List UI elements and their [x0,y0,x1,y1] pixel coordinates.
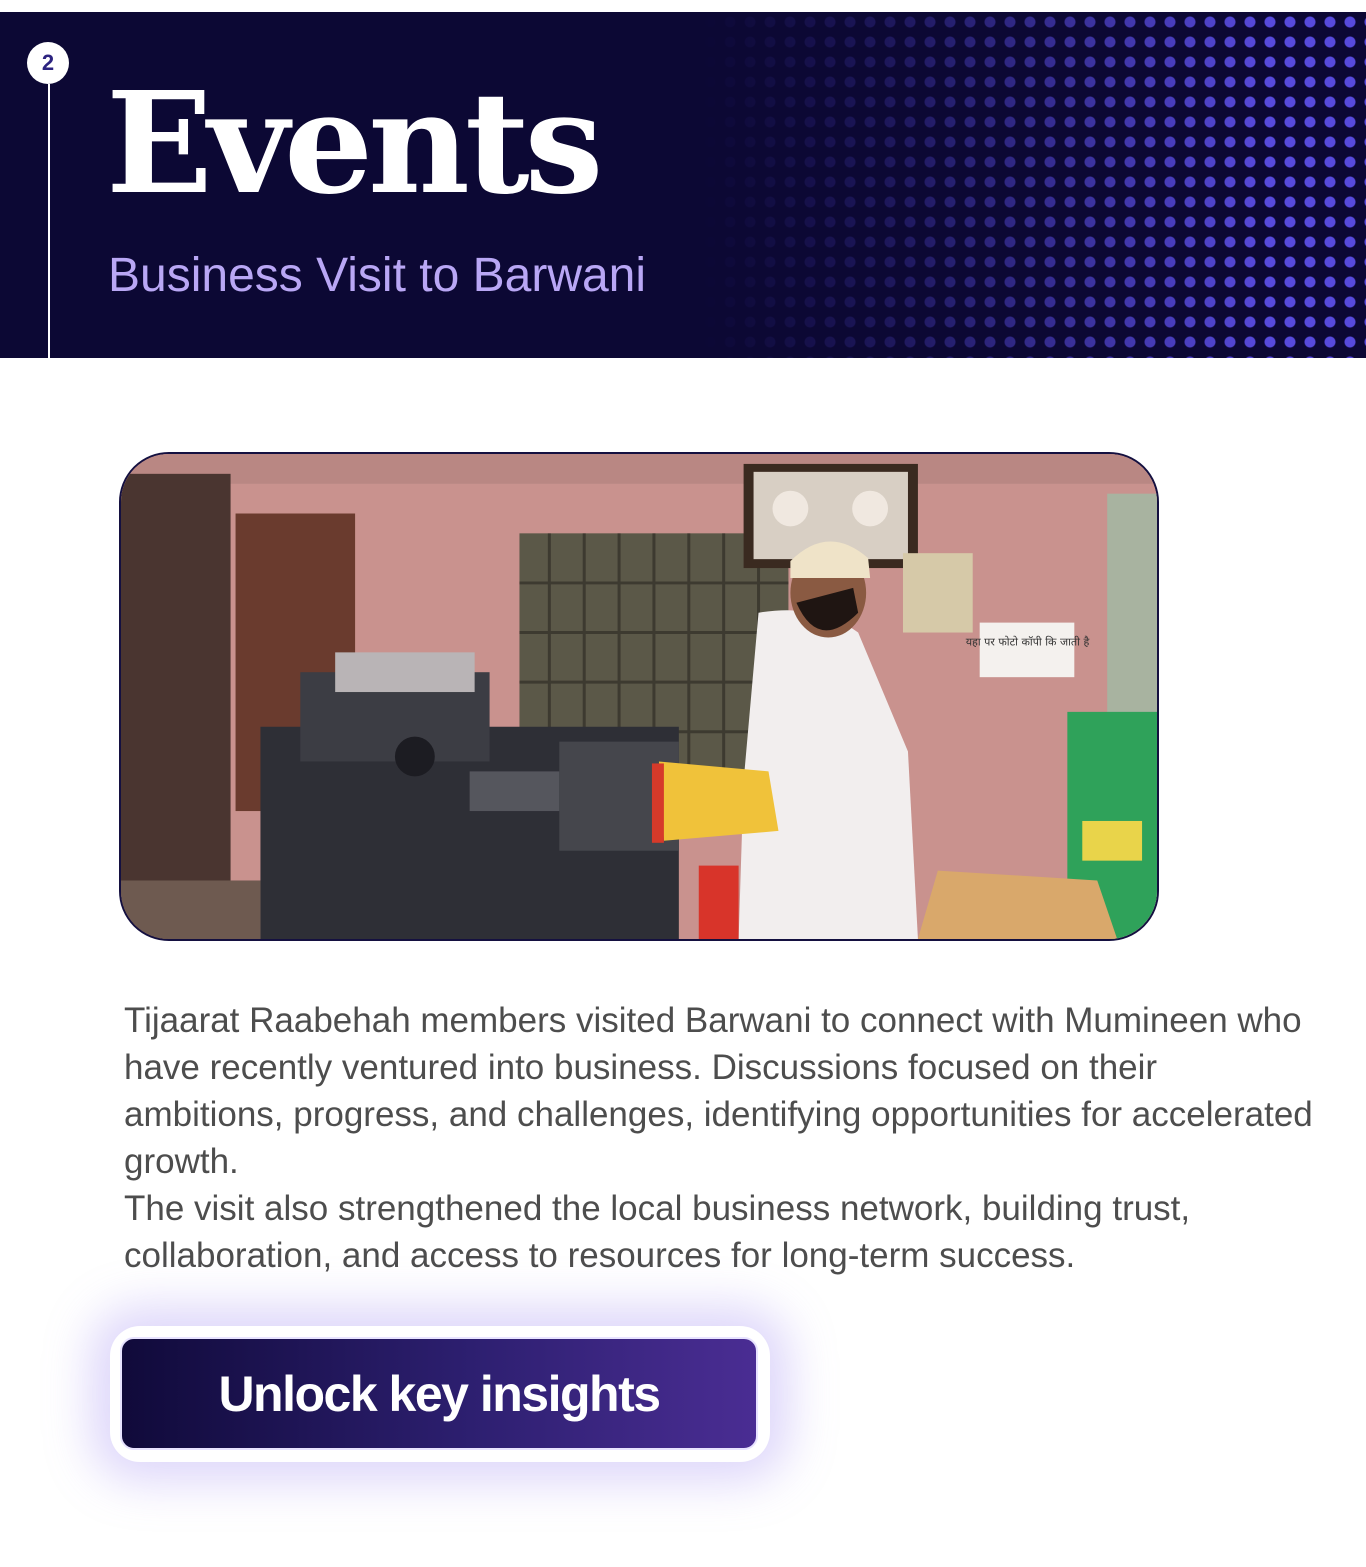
event-description [124,997,1324,1279]
unlock-insights-button[interactable] [120,1337,758,1450]
events-header [0,12,1366,358]
description-paragraph-1: Tijaarat Raabehah members visited Barwani to connect with Mumineen who have recently ventured into business. Discussions focused on their ambitions, progress, and challenges, identifying opportunities for accelerated growth. [124,1001,1313,1181]
photo-sign-text: यहा पर फोटो कॉपी कि जाती है [965,635,1090,649]
event-photo [119,452,1159,941]
cta-label: Unlock key insights [218,1365,660,1422]
timeline-line [48,84,50,358]
page-title: Events [106,62,599,226]
description-paragraph-2: The visit also strengthened the local business network, building trust, collaboration, and access to resources for long-term success. [124,1189,1191,1275]
step-number-badge: 2 [27,42,69,84]
dot-pattern-decoration [700,12,1366,358]
event-subtitle: Business Visit to Barwani [108,249,647,302]
